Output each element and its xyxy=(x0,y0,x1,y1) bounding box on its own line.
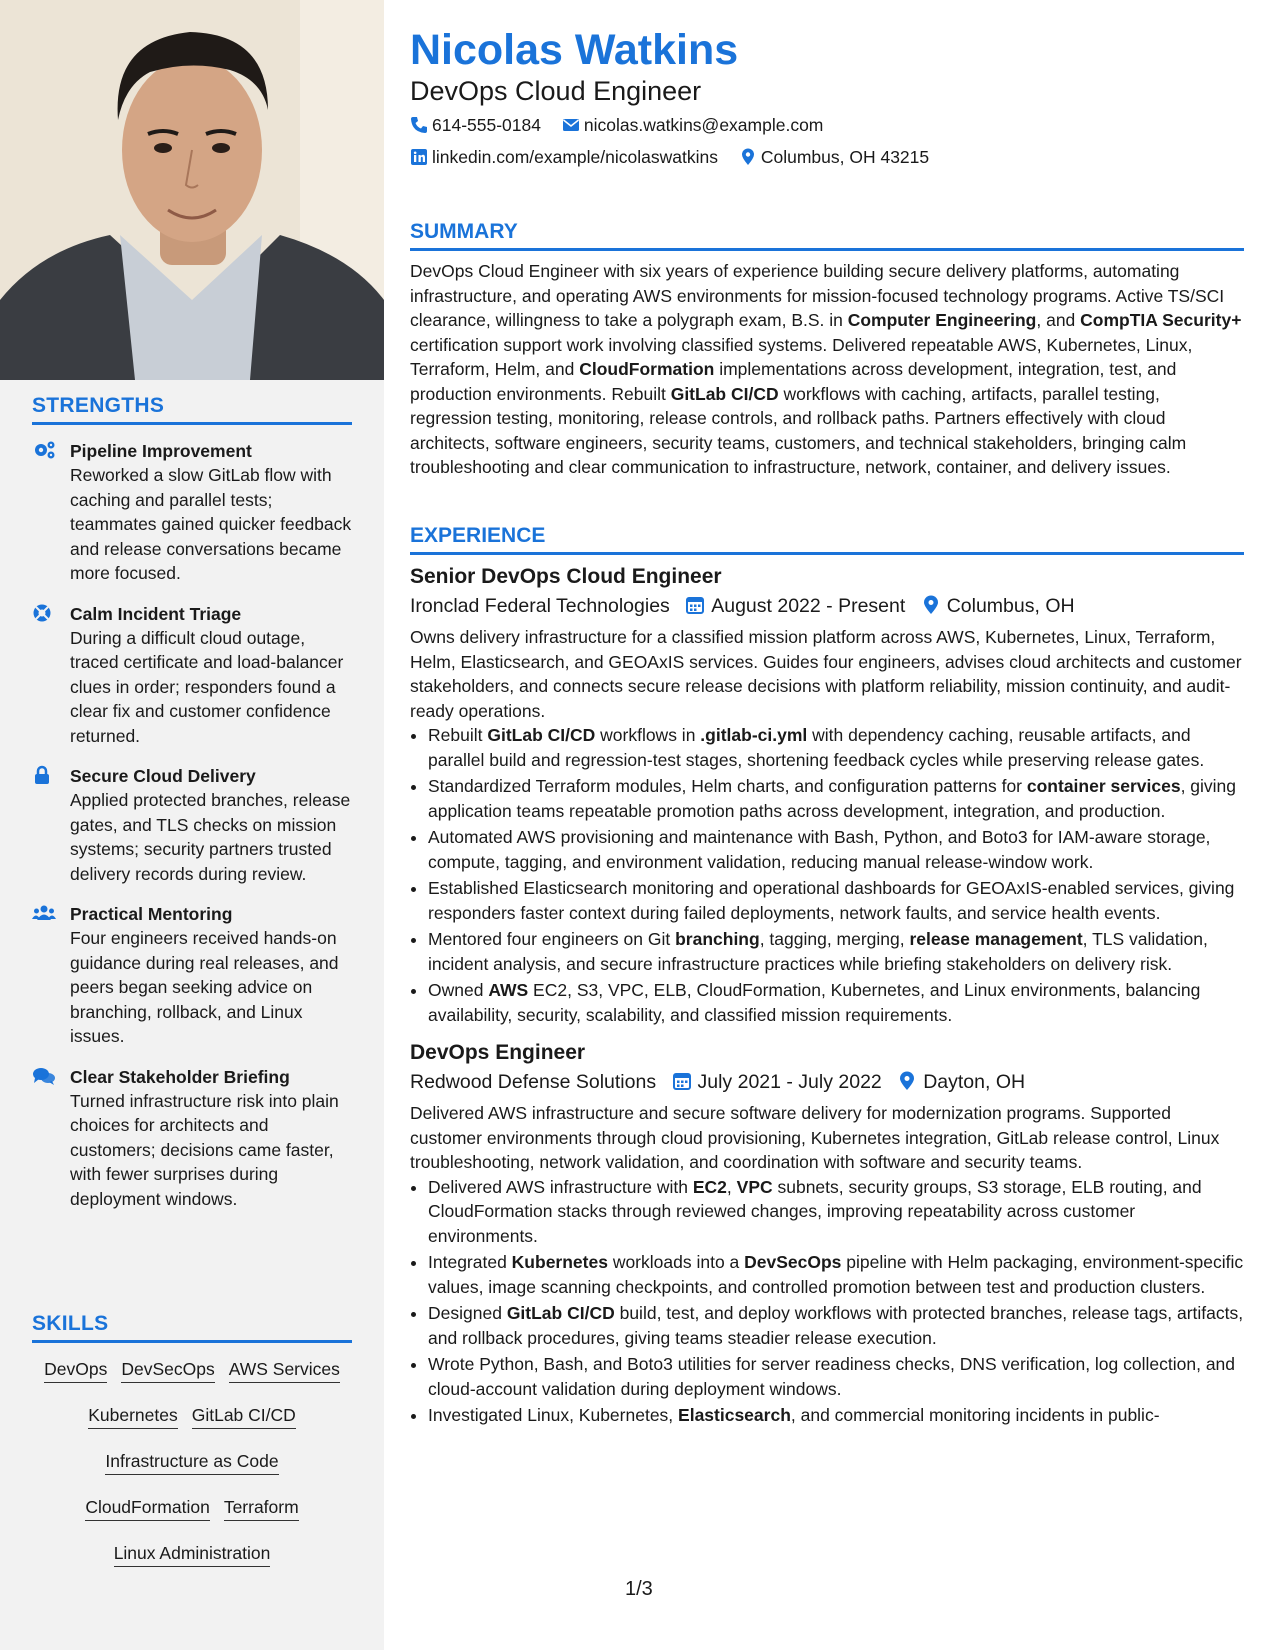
strength-desc: Reworked a slow GitLab flow with caching and parallel tests; teammates gained quicker feedback and release conversations became more focused. xyxy=(70,465,352,583)
contact-row-1 xyxy=(410,113,839,137)
lifebuoy-icon xyxy=(32,603,56,623)
bullet-item: • Established Elasticsearch monitoring and operational dashboards for GEOAxIS-enabled services, giving responders faster context during failed deployments, network faults, and service health events. xyxy=(428,876,1244,925)
envelope-icon xyxy=(562,116,580,134)
phone-text: 614-555-0184 xyxy=(432,115,541,135)
phone-icon xyxy=(410,116,428,134)
strength-title: Secure Cloud Delivery xyxy=(70,766,256,786)
candidate-name: Nicolas Watkins xyxy=(410,26,739,74)
job-entry xyxy=(410,563,1244,1027)
portrait-photo xyxy=(0,0,384,380)
contact-row-2 xyxy=(410,145,945,169)
candidate-role: DevOps Cloud Engineer xyxy=(410,76,702,106)
contact-location xyxy=(739,145,929,169)
strength-item xyxy=(32,902,352,1049)
skill-tag: GitLab CI/CD xyxy=(192,1403,296,1429)
linkedin-icon xyxy=(410,148,428,166)
strength-item xyxy=(32,602,352,749)
contact-email[interactable] xyxy=(562,113,824,137)
profile-photo xyxy=(0,0,384,380)
skill-tag: Kubernetes xyxy=(88,1403,178,1429)
skills-section xyxy=(32,1312,352,1587)
skill-tag: CloudFormation xyxy=(85,1495,210,1521)
job-bullets xyxy=(410,723,1244,1027)
strength-title: Clear Stakeholder Briefing xyxy=(70,1066,290,1087)
job-description: Owns delivery infrastructure for a classified mission platform across AWS, Kubernetes, Linux, Terraform, Helm, Elasticsearch, and GEOAxIS services. Guides four engineers, advises cloud architects and customer stakeholders, and connects secure release decisions with platform reliability, mission continuity, and audit-ready operations. xyxy=(410,627,1242,721)
job-entry xyxy=(410,1039,1244,1428)
page-number: 1/3 xyxy=(625,1578,653,1600)
bullet-item: • Investigated Linux, Kubernetes, Elasticsearch, and commercial monitoring incidents in public- xyxy=(428,1403,1244,1428)
skill-tag: Terraform xyxy=(224,1495,299,1521)
bullet-item: • Automated AWS provisioning and maintenance with Bash, Python, and Boto3 for IAM-aware storage, compute, tagging, and environment validation, reducing manual release-window work. xyxy=(428,825,1244,874)
gears-icon xyxy=(32,440,56,460)
summary-section xyxy=(410,220,1244,480)
job-company: Ironclad Federal Technologies xyxy=(410,595,670,617)
job-description: Delivered AWS infrastructure and secure software delivery for modernization programs. Supported customer environments through cloud provisioning, Kubernetes integration, GitLab release control, Linux troubleshooting, network validation, and coordination with software and security teams. xyxy=(410,1103,1220,1172)
skill-tag: Infrastructure as Code xyxy=(105,1449,278,1475)
users-icon xyxy=(32,903,56,923)
strengths-section xyxy=(32,394,352,1227)
experience-heading: EXPERIENCE xyxy=(410,524,1244,555)
bullet-item: • Rebuilt GitLab CI/CD workflows in .gitlab-ci.yml with dependency caching, reusable artifacts, and parallel build and regression-test stages, shortening feedback cycles while preserving release gates. xyxy=(428,723,1244,772)
map-pin-icon xyxy=(921,595,941,615)
linkedin-text: linkedin.com/example/nicolaswatkins xyxy=(432,147,718,167)
map-pin-icon xyxy=(739,148,757,166)
strengths-heading: STRENGTHS xyxy=(32,394,352,425)
summary-heading: SUMMARY xyxy=(410,220,1244,251)
contact-linkedin[interactable] xyxy=(410,145,718,169)
job-title: Senior DevOps Cloud Engineer xyxy=(410,565,722,588)
map-pin-icon xyxy=(897,1071,917,1091)
calendar-icon xyxy=(685,595,705,615)
strength-item xyxy=(32,439,352,586)
bullet-item: • Designed GitLab CI/CD build, test, and deploy workflows with protected branches, release tags, artifacts, and rollback procedures, giving teams steadier release execution. xyxy=(428,1301,1244,1350)
bullet-item: • Delivered AWS infrastructure with EC2, VPC subnets, security groups, S3 storage, ELB routing, and CloudFormation stacks through reviewed changes, improving repeatability across customer environments. xyxy=(428,1175,1244,1249)
location-text: Columbus, OH 43215 xyxy=(760,147,930,167)
bullet-item: • Integrated Kubernetes workloads into a DevSecOps pipeline with Helm packaging, environment-specific values, image scanning checkpoints, and controlled promotion between test and production clusters. xyxy=(428,1250,1244,1299)
job-title: DevOps Engineer xyxy=(410,1041,586,1064)
calendar-icon xyxy=(672,1071,692,1091)
lock-icon xyxy=(32,765,56,785)
summary-text: DevOps Cloud Engineer with six years of experience building secure delivery platforms, automating infrastructure, and operating AWS environments for mission-focused technology programs. Active TS/SCI clearance, willingness to take a polygraph exam, B.S. in Computer Engineering, and CompTIA Security+ certification support work involving classified systems. Delivered repeatable AWS, Kubernetes, Linux, Terraform, Helm, and CloudFormation implementations across development, integration, test, and production environments. Rebuilt GitLab CI/CD workflows with caching, artifacts, parallel testing, regression testing, monitoring, release controls, and rollback paths. Partners effectively with cloud architects, software engineers, security teams, customers, and technical stakeholders, bringing calm troubleshooting and clear communication to infrastructure, network, container, and delivery issues. xyxy=(410,261,1242,477)
strength-desc: Turned infrastructure risk into plain choices for architects and customers; decisions came faster, with fewer surprises during deployment windows. xyxy=(70,1090,339,1209)
email-text: nicolas.watkins@example.com xyxy=(583,115,824,135)
job-location: Dayton, OH xyxy=(923,1071,1026,1093)
job-bullets xyxy=(410,1175,1244,1428)
skill-tag: DevSecOps xyxy=(121,1357,214,1383)
comments-icon xyxy=(32,1066,56,1086)
strength-desc: During a difficult cloud outage, traced certificate and load-balancer clues in order; responders found a clear fix and customer confidence returned. xyxy=(70,627,344,746)
bullet-item: • Standardized Terraform modules, Helm charts, and configuration patterns for container services, giving application teams repeatable promotion paths across development, integration, and production. xyxy=(428,774,1244,823)
job-meta xyxy=(410,591,1244,621)
job-dates: August 2022 - Present xyxy=(711,595,906,617)
contact-phone[interactable] xyxy=(410,113,541,137)
bullet-item: • Mentored four engineers on Git branching, tagging, merging, release management, TLS validation, incident analysis, and secure infrastructure practices while briefing stakeholders on delivery risk. xyxy=(428,927,1244,976)
experience-section xyxy=(410,524,1244,1430)
strength-title: Pipeline Improvement xyxy=(70,441,252,461)
skills-list xyxy=(32,1357,352,1587)
strength-title: Calm Incident Triage xyxy=(70,603,242,624)
strength-desc: Applied protected branches, release gates, and TLS checks on mission systems; security partners trusted delivery records during review. xyxy=(70,790,351,884)
skill-tag: AWS Services xyxy=(229,1357,340,1383)
job-company: Redwood Defense Solutions xyxy=(410,1071,657,1093)
job-location: Columbus, OH xyxy=(946,595,1075,617)
job-dates: July 2021 - July 2022 xyxy=(697,1071,882,1093)
skills-heading: SKILLS xyxy=(32,1312,352,1343)
strength-title: Practical Mentoring xyxy=(70,904,233,924)
strength-item xyxy=(32,1065,352,1212)
sidebar xyxy=(0,0,384,1650)
job-meta xyxy=(410,1067,1244,1097)
bullet-item: • Wrote Python, Bash, and Boto3 utilities for server readiness checks, DNS verification, log collection, and cloud-account validation during deployment windows. xyxy=(428,1352,1244,1401)
skill-tag: Linux Administration xyxy=(114,1541,271,1567)
bullet-item: • Owned AWS EC2, S3, VPC, ELB, CloudFormation, Kubernetes, and Linux environments, balancing availability, security, scalability, and classified mission requirements. xyxy=(428,978,1244,1027)
skill-tag: DevOps xyxy=(44,1357,107,1383)
strength-item xyxy=(32,764,352,886)
strength-desc: Four engineers received hands-on guidance during real releases, and peers began seeking advice on branching, rollback, and Linux issues. xyxy=(70,928,339,1046)
